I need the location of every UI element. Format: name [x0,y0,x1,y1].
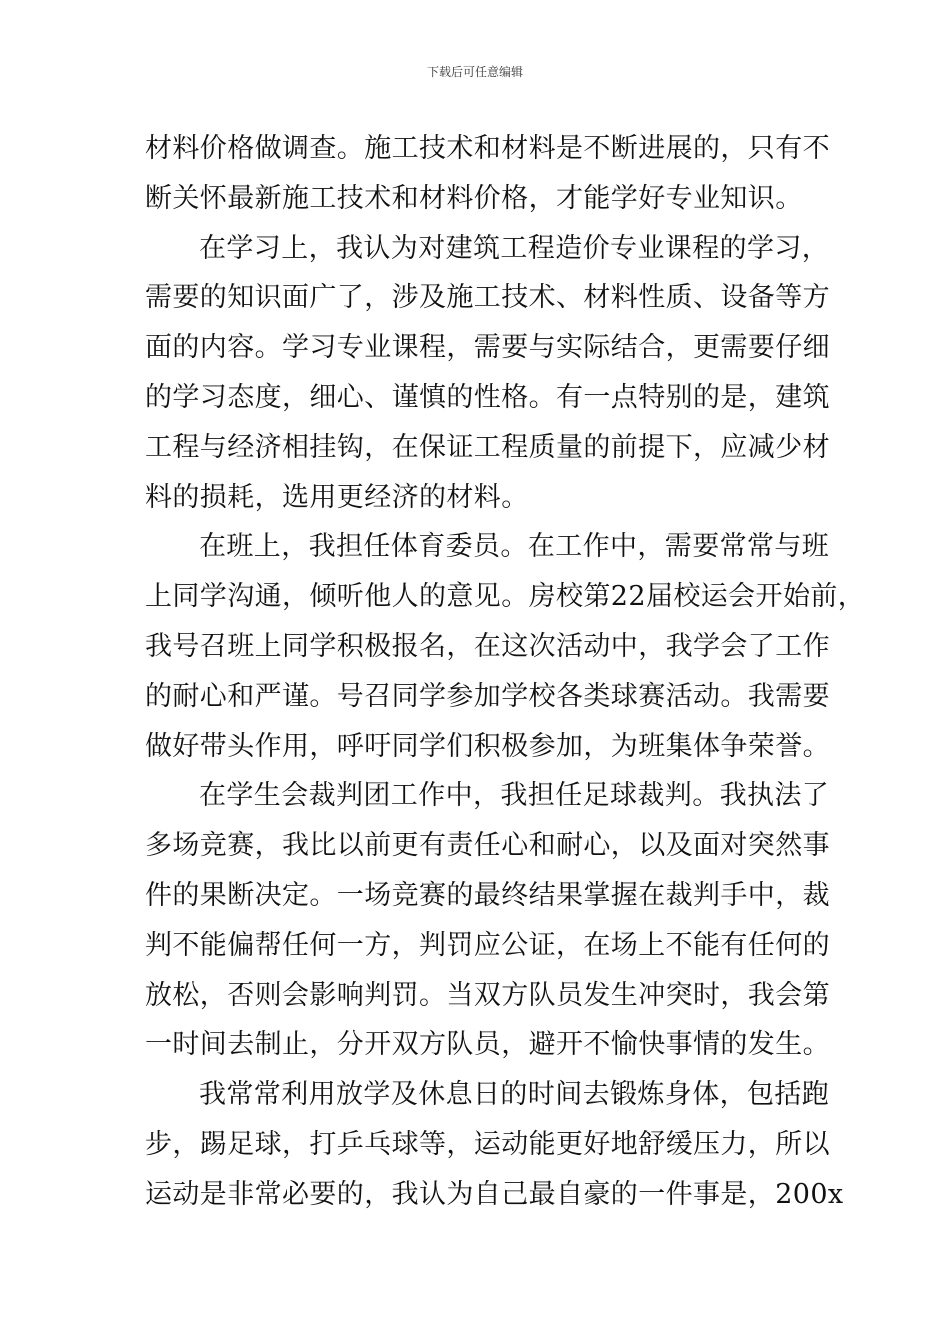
text-line: 工程与经济相挂钩，在保证工程质量的前提下，应减少材 [145,431,830,463]
text-line: 断关怀最新施工技术和材料价格，才能学好专业知识。 [145,182,803,214]
text-line: 料的损耗，选用更经济的材料。 [145,481,529,513]
paragraph [145,1070,844,1219]
text-line: 在学习上，我认为对建筑工程造价专业课程的学习， [199,232,830,264]
text-line: 的学习态度，细心、谨慎的性格。有一点特别的是，建筑 [145,381,830,413]
document-body [145,124,866,1220]
paragraph [145,522,866,771]
text-line: 面的内容。学习专业课程，需要与实际结合，更需要仔细 [145,332,830,364]
text-line: 判不能偏帮任何一方，判罚应公证，在场上不能有任何的 [145,929,830,961]
text-line: 在班上，我担任体育委员。在工作中，需要常常与班 [199,531,830,563]
text-line: 运动是非常必要的，我认为自己最自豪的一件事是，200x [145,1178,844,1210]
text-line: 放松，否则会影响判罚。当双方队员发生冲突时，我会第 [145,979,830,1011]
text-line: 材料价格做调查。施工技术和材料是不断进展的，只有不 [145,133,830,164]
text-line: 我号召班上同学积极报名，在这次活动中，我学会了工作 [145,630,830,662]
text-line: 多场竞赛，我比以前更有责任心和耐心，以及面对突然事 [145,830,830,862]
text-line: 在学生会裁判团工作中，我担任足球裁判。我执法了 [199,780,830,812]
paragraph [145,224,830,523]
text-line: 做好带头作用，呼吁同学们积极参加，为班集体争荣誉。 [145,730,830,762]
text-line: 需要的知识面广了，涉及施工技术、材料性质、设备等方 [145,282,830,314]
text-line: 步，踢足球，打乒乓球等，运动能更好地舒缓压力，所以 [145,1128,830,1160]
page-header: 下载后可任意编辑 [426,65,523,79]
paragraph [145,124,830,224]
text-line: 我常常利用放学及休息日的时间去锻炼身体，包括跑 [199,1079,830,1111]
text-line: 上同学沟通，倾听他人的意见。房校第22届校运会开始前， [145,581,866,613]
text-line: 一时间去制止，分开双方队员，避开不愉快事情的发生。 [145,1029,830,1061]
text-line: 件的果断决定。一场竞赛的最终结果掌握在裁判手中，裁 [145,879,830,911]
text-line: 的耐心和严谨。号召同学参加学校各类球赛活动。我需要 [145,680,830,712]
paragraph [145,771,830,1070]
